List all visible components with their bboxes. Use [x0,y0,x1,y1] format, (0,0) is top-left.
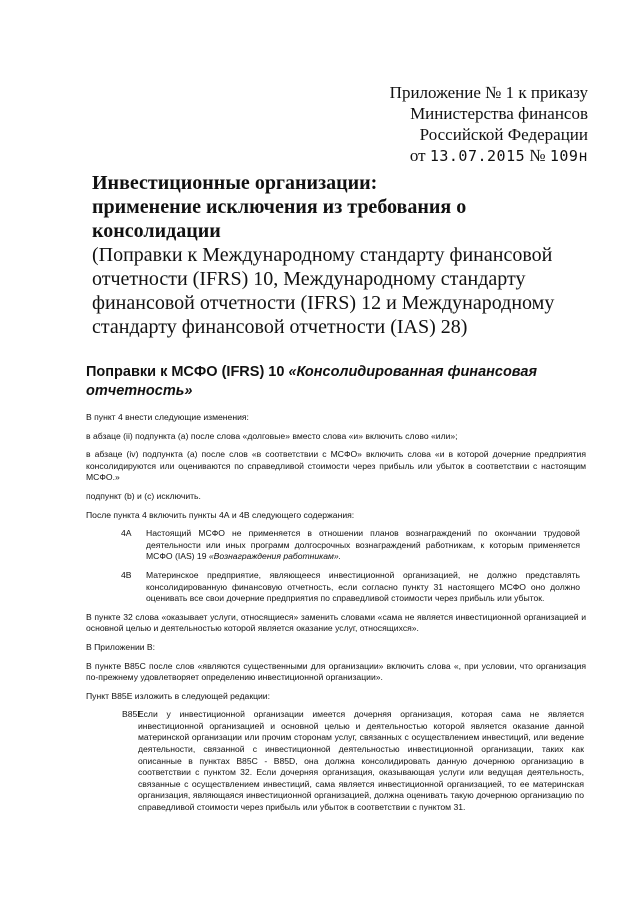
clause-text-main: Настоящий МСФО не применяется в отношении планов вознаграждений по окончании трудовой деятельности или иных программ долгосрочных вознаграждений работникам, к которым применяется МСФО (IAS) 19 [146,528,580,562]
appendix-line-2: Министерства финансов [410,104,588,123]
paragraph: В Приложении В: [86,641,156,652]
appendix-header [390,82,588,167]
paragraph: в абзаце (ii) подпункта (а) после слова «долговые» вместо слова «и» включить слово «или»; [86,430,458,441]
document-title [92,171,592,339]
paragraph: Пункт В85Е изложить в следующей редакции: [86,690,270,701]
paragraph: В пункте В85С после слов «являются существенными для организации» включить слова «, при условии, что организация по-прежнему удовлетворяет определению инвестиционной организации». [86,660,586,683]
paragraph: В пункт 4 внести следующие изменения: [86,412,249,422]
title-line-3: консолидации [92,220,221,242]
number-sign: № [529,146,546,165]
clause-number: В85Е [122,709,144,720]
paragraph: в абзаце (iv) подпункта (а) после слов «в соответствии с МСФО» включить слова «и в которой дочерние предприятия консолидируются или оцениваются по справедливой стоимости через прибыль или убыток в соответствии с настоящим МСФО.» [86,449,586,483]
order-date: 13.07.2015 [429,147,526,165]
clause-4a [86,528,586,563]
order-number: 109н [549,147,588,165]
paragraph: В пункте 32 слова «оказывает услуги, относящиеся» заменить словами «сама не является инвестиционной организацией и основной целью и деятельностью которой является оказание услуг, относящихся». [86,611,586,634]
paragraph: После пункта 4 включить пункты 4А и 4В следующего содержания: [86,509,355,520]
clause-b85e [86,709,586,813]
clause-text [146,528,586,563]
appendix-line-3: Российской Федерации [419,125,588,144]
title-line-1: Инвестиционные организации: [92,172,378,194]
title-subtitle: (Поправки к Международному стандарту финансовой отчетности (IFRS) 10, Международному стандарту финансовой отчетности (IFRS) 12 и Международному стандарту финансовой отчетности (IAS) 28) [92,244,555,338]
clause-text: Если у инвестиционной организации имеется дочерняя организация, которая сама не является инвестиционной организацией и основной целью и деятельностью которой является оказание данной материнской организации или прочим сторонам услуг, связанных с осуществлением инвестиций, или ведение деятельности, связанной с инвестиционной деятельностью инвестиционной организации, таких как описанные в пунктах В85С - В85D, она должна консолидировать данную дочернюю организацию в соответствии с пунктом 32. Если дочерняя организация, оказывающая услуги или ведущая деятельность, связанные с осуществлением инвестиций, сама является инвестиционной организацией, то ее материнская организация, являющаяся инвестиционной организацией, должна оценивать такую дочернюю организацию по справедливой стоимости через прибыль или убыток в соответствии с пунктом 31. [138,709,584,813]
appendix-line-1: Приложение № 1 к приказу [389,83,588,102]
document-body [86,412,586,821]
paragraph: подпункт (b) и (с) исключить. [86,490,201,501]
section-heading-italic: «Консолидированная финансовая отчетность» [86,364,537,399]
clause-text: Материнское предприятие, являющееся инвестиционной организацией, не должно представлять консолидированную финансовую отчетность, если согласно пункту 31 настоящего МСФО оно должно оценивать все свои дочерние предприятия по справедливой стоимости через прибыль или убыток. [146,569,580,604]
clause-number: 4А [121,528,132,539]
clause-4b [86,570,586,605]
section-heading [86,363,556,401]
appendix-line-4 [390,145,588,167]
title-line-2: применение исключения из требования о [92,196,467,218]
clause-number: 4В [121,569,132,580]
appendix-from-label: от [409,146,426,165]
section-heading-plain: Поправки к МСФО (IFRS) 10 [86,364,289,380]
clause-text-italic: «Вознаграждения работникам». [208,551,342,562]
